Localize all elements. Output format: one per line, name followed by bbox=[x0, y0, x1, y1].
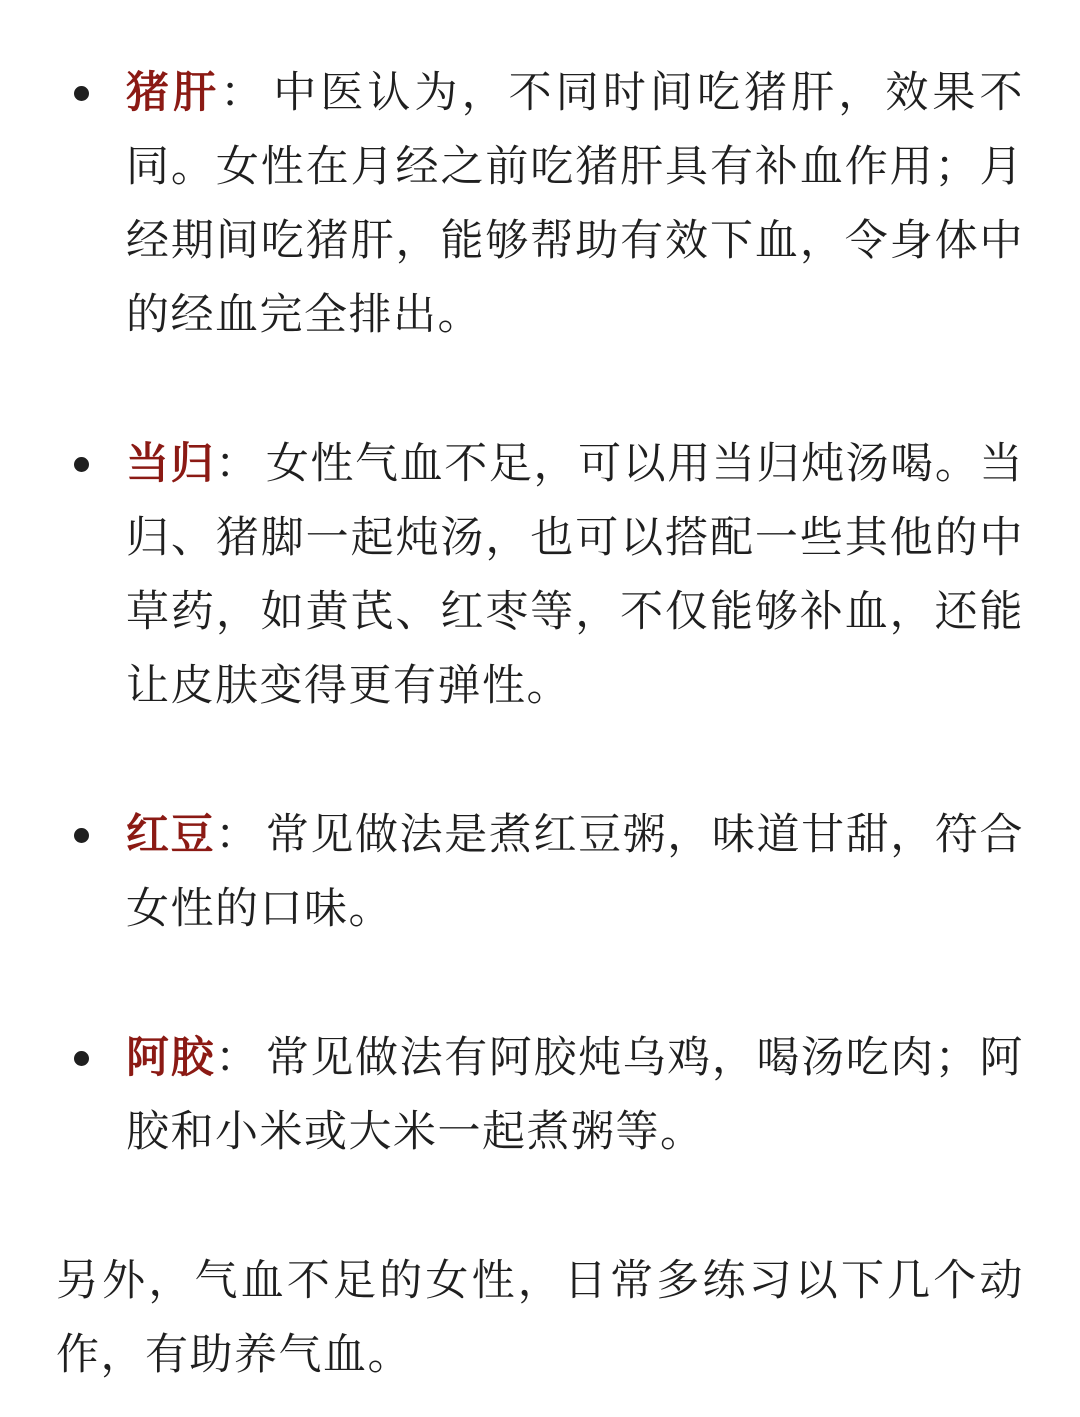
term-label: 红豆 bbox=[126, 810, 216, 860]
item-text: 常见做法是煮红豆粥，味道甘甜，符合女性的口味。 bbox=[126, 810, 1025, 934]
term-separator: ： bbox=[215, 1033, 260, 1083]
term-label: 阿胶 bbox=[126, 1033, 216, 1083]
bullet-icon bbox=[74, 828, 89, 843]
bullet-icon bbox=[74, 1051, 89, 1066]
term-separator: ： bbox=[215, 439, 260, 489]
term-separator: ： bbox=[220, 68, 268, 118]
closing-paragraph: 另外，气血不足的女性，日常多练习以下几个动作，有助养气血。 bbox=[56, 1256, 1024, 1380]
term-separator: ： bbox=[215, 810, 260, 860]
list-item-angelica bbox=[56, 427, 1024, 723]
list-item-ejiao bbox=[56, 1021, 1024, 1169]
term-label: 当归 bbox=[126, 439, 216, 489]
food-list bbox=[56, 56, 1024, 1169]
bullet-icon bbox=[74, 86, 89, 101]
term-label: 猪肝 bbox=[126, 68, 221, 118]
item-text: 常见做法有阿胶炖乌鸡，喝汤吃肉；阿胶和小米或大米一起煮粥等。 bbox=[126, 1033, 1025, 1157]
bullet-icon bbox=[74, 457, 89, 472]
list-item-red-bean bbox=[56, 798, 1024, 946]
item-text: 中医认为，不同时间吃猪肝，效果不同。女性在月经之前吃猪肝具有补血作用；月经期间吃猪肝，能够帮助有效下血，令身体中的经血完全排出。 bbox=[126, 68, 1025, 340]
list-item-pork-liver bbox=[56, 56, 1024, 352]
item-text: 女性气血不足，可以用当归炖汤喝。当归、猪脚一起炖汤，也可以搭配一些其他的中草药，如黄芪、红枣等，不仅能够补血，还能让皮肤变得更有弹性。 bbox=[126, 439, 1025, 711]
